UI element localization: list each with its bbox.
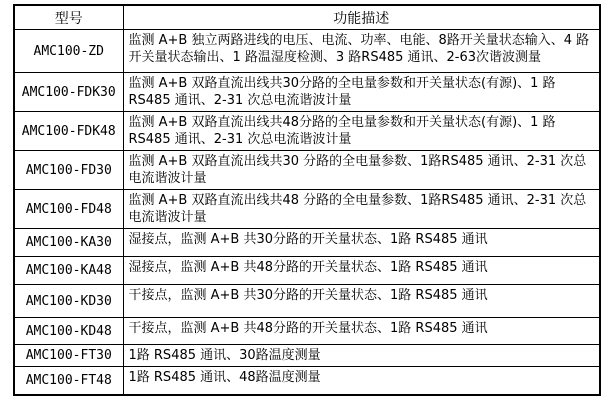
description-cell: 监测 A+B 独立两路进线的电压、电流、功率、电能、8路开关量状态输入、4 路开关量状态输出、1 路温湿度检测、3 路RS485 通讯、2-63次谐波测量 [123,30,600,73]
table-row [14,30,600,73]
model-cell: AMC100-FT48 [14,367,123,395]
model-cell: AMC100-FDK48 [14,112,123,151]
table-row [14,318,600,345]
table-row [14,151,600,190]
table-row [14,285,600,318]
table-row [14,190,600,229]
description-cell: 1路 RS485 通讯、48路温度测量 [123,367,600,395]
model-spec-table [13,4,601,396]
description-cell: 1路 RS485 通讯、30路温度测量 [123,345,600,367]
model-cell: AMC100-FD48 [14,190,123,229]
model-cell: AMC100-KA30 [14,229,123,257]
description-cell: 干接点，监测 A+B 共48分路的开关量状态、1路 RS485 通讯 [123,318,600,345]
col-header-description: 功能描述 [123,5,600,30]
description-cell: 监测 A+B 双路直流出线共48 分路的全电量参数、1路RS485 通讯、2-31 次总电流谐波计量 [123,190,600,229]
description-cell: 干接点，监测 A+B 共30分路的开关量状态、1路 RS485 通讯 [123,285,600,318]
table-row [14,229,600,257]
model-cell: AMC100-KD30 [14,285,123,318]
description-cell: 监测 A+B 双路直流出线共48分路的全电量参数和开关量状态(有源)、1 路RS485 通讯、2-31 次总电流谐波计量 [123,112,600,151]
description-cell: 湿接点，监测 A+B 共48分路的开关量状态、1路 RS485 通讯 [123,257,600,285]
model-cell: AMC100-FDK30 [14,73,123,112]
model-cell: AMC100-KA48 [14,257,123,285]
model-cell: AMC100-ZD [14,30,123,73]
header-row [14,5,600,30]
description-cell: 湿接点，监测 A+B 共30分路的开关量状态、1路 RS485 通讯 [123,229,600,257]
table-row [14,367,600,395]
model-cell: AMC100-KD48 [14,318,123,345]
table-row [14,73,600,112]
table-row [14,345,600,367]
table-row [14,257,600,285]
table-body [14,30,600,395]
table-row [14,112,600,151]
table-header [14,5,600,30]
description-cell: 监测 A+B 双路直流出线共30 分路的全电量参数、1路RS485 通讯、2-31 次总电流谐波计量 [123,151,600,190]
description-cell: 监测 A+B 双路直流出线共30分路的全电量参数和开关量状态(有源)、1 路RS485 通讯、2-31 次总电流谐波计量 [123,73,600,112]
model-cell: AMC100-FD30 [14,151,123,190]
model-cell: AMC100-FT30 [14,345,123,367]
col-header-model: 型号 [14,5,123,30]
